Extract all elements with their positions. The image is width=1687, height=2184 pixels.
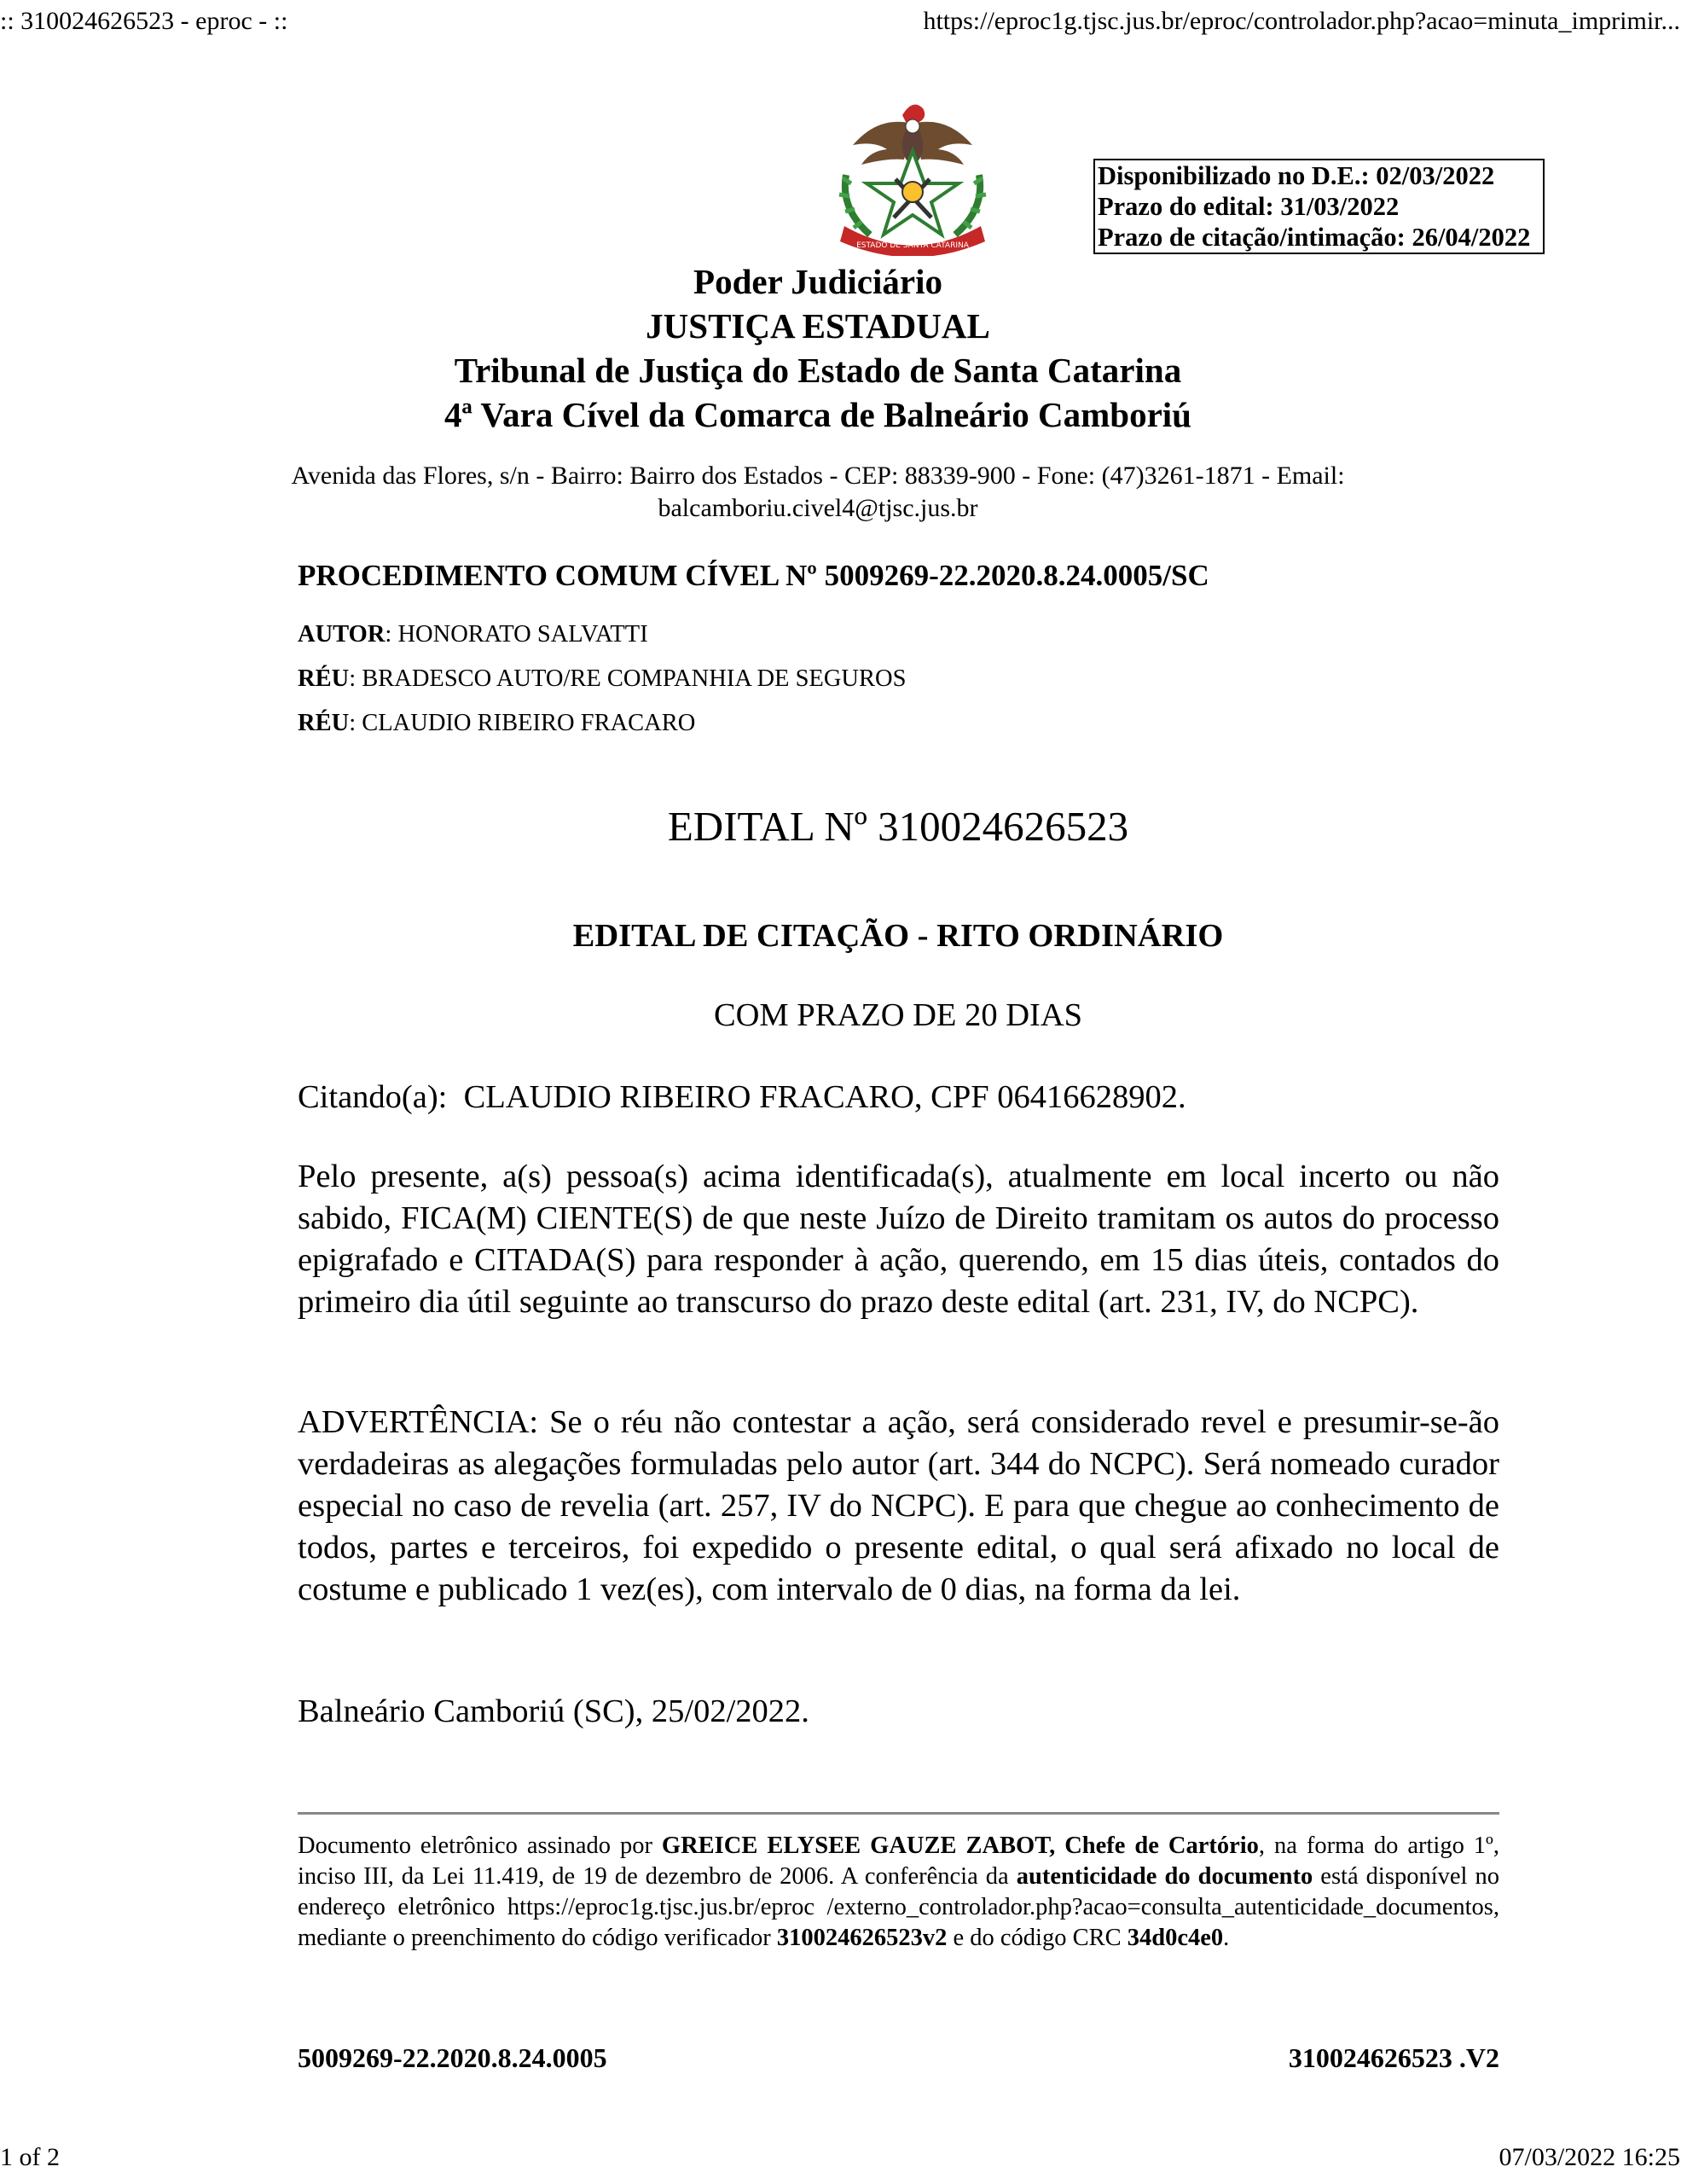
footer-document-code: 310024626523 .V2 (1288, 2042, 1499, 2073)
publication-dates-box (1093, 159, 1545, 254)
party-role: AUTOR (298, 621, 386, 648)
state-coat-of-arms-icon (827, 98, 998, 256)
citation-paragraph: Pelo presente, a(s) pessoa(s) acima identificada(s), atualmente em local incerto ou não sabido, FICA(M) CIENTE(S) de que neste Juízo de Direito tramitam os autos do processo epigrafado e CITADA(S) para responder à ação, querendo, em 15 dias úteis, contados do primeiro dia útil seguinte ao transcurso do prazo deste edital (art. 231, IV, do NCPC). (298, 1159, 1499, 1320)
party-role: RÉU (298, 665, 350, 692)
edital-term-label: Prazo do edital: (1098, 192, 1274, 221)
party-defendant-2 (298, 710, 695, 737)
party-name: : HONORATO SALVATTI (385, 621, 648, 648)
sig-text-3: está disponível no endereço eletrônico https://eproc1g.tjsc.jus.br/eproc /externo_controlador.php?acao=consulta_autenticidade_documentos, mediante o preenchimento do código verificador (298, 1863, 1499, 1951)
seal-ribbon-text: ESTADO DE SANTA CATARINA (856, 241, 969, 250)
citando-line: Citando(a): CLAUDIO RIBEIRO FRACARO, CPF 06416628902. (298, 1079, 1186, 1115)
sig-text-5: . (1223, 1925, 1230, 1951)
party-name: : BRADESCO AUTO/RE COMPANHIA DE SEGUROS (349, 665, 907, 692)
print-header-url: https://eproc1g.tjsc.jus.br/eproc/controlador.php?acao=minuta_imprimir... (923, 7, 1680, 35)
party-role: RÉU (298, 710, 350, 736)
heading-court: 4ª Vara Cível da Comarca de Balneário Camboriú (444, 395, 1191, 434)
availability-label: Disponibilizado no D.E.: (1098, 161, 1370, 190)
heading-power: Poder Judiciário (693, 262, 942, 301)
crc-code: 34d0c4e0 (1127, 1925, 1224, 1951)
print-page-number: 1 of 2 (0, 2143, 60, 2171)
signer-name: GREICE ELYSEE GAUZE ZABOT, Chefe de Cartório (661, 1833, 1259, 1859)
court-heading (0, 259, 1661, 437)
citation-term-label: Prazo de citação/intimação: (1098, 223, 1406, 252)
print-datetime: 07/03/2022 16:25 (1499, 2143, 1680, 2171)
edital-subtitle: EDITAL DE CITAÇÃO - RITO ORDINÁRIO (572, 918, 1224, 954)
sig-text-2: , na forma do artigo 1º, inciso III, da Lei 11.419, de 19 de dezembro de 2006. A conferência da (298, 1833, 1499, 1890)
citation-term-date: 26/04/2022 (1405, 223, 1531, 252)
heading-justice: JUSTIÇA ESTADUAL (646, 306, 990, 346)
availability-date: 02/03/2022 (1369, 161, 1495, 190)
party-name: : CLAUDIO RIBEIRO FRACARO (349, 710, 696, 736)
dates-line-1 (1098, 160, 1543, 191)
edital-number: EDITAL Nº 310024626523 (667, 803, 1129, 850)
warning-paragraph: ADVERTÊNCIA: Se o réu não contestar a ação, será considerado revel e presumir-se-ão verdadeiras as alegações formuladas pelo autor (art. 344 do NCPC). Será nomeado curador especial no caso de revelia (art. 257, IV do NCPC). E para que chegue ao conhecimento de todos, partes e terceiros, foi expedido o presente edital, o qual será afixado no local de costume e publicado 1 vez(es), com intervalo de 0 dias, na forma da lei. (298, 1404, 1499, 1607)
heading-tribunal: Tribunal de Justiça do Estado de Santa Catarina (454, 351, 1182, 390)
address-email: balcamboriu.civel4@tjsc.jus.br (658, 494, 978, 522)
print-header-title: :: 310024626523 - eproc - :: (0, 7, 288, 35)
court-address (0, 460, 1661, 525)
place-date: Balneário Camboriú (SC), 25/02/2022. (298, 1693, 809, 1729)
footer-process-number: 5009269-22.2020.8.24.0005 (298, 2042, 607, 2073)
party-author (298, 621, 648, 648)
edital-term-date: 31/03/2022 (1273, 192, 1400, 221)
verifier-code: 310024626523v2 (776, 1925, 948, 1951)
sig-text-1: Documento eletrônico assinado por (298, 1833, 662, 1859)
dates-line-3 (1098, 222, 1543, 253)
authenticity-label: autenticidade do documento (1016, 1863, 1313, 1890)
electronic-signature (298, 1831, 1499, 1954)
edital-term: COM PRAZO DE 20 DIAS (713, 997, 1083, 1033)
address-line: Avenida das Flores, s/n - Bairro: Bairro dos Estados - CEP: 88339-900 - Fone: (47)3261-1871 - Email: (291, 462, 1345, 490)
signature-divider (298, 1812, 1499, 1815)
sig-text-4: e do código CRC (947, 1925, 1128, 1951)
party-defendant-1 (298, 665, 906, 693)
dates-line-2 (1098, 191, 1543, 222)
procedure-number: PROCEDIMENTO COMUM CÍVEL Nº 5009269-22.2020.8.24.0005/SC (298, 559, 1209, 592)
